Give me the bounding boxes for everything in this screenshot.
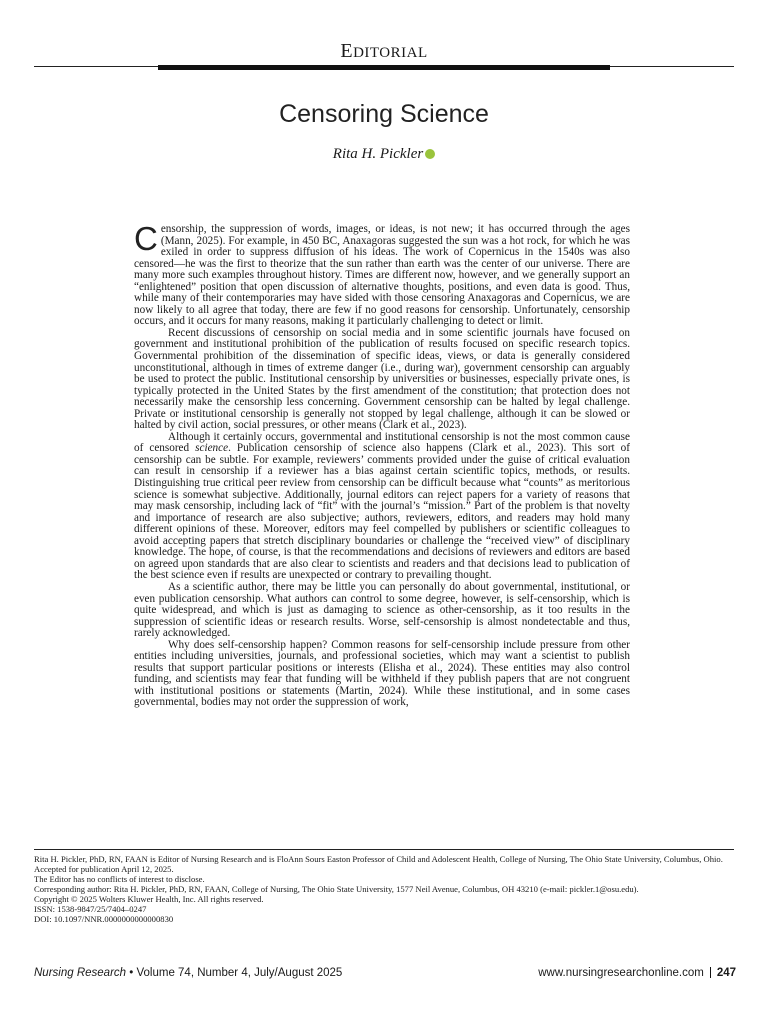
section-label-rest: DITORIAL: [353, 45, 428, 61]
paragraph-2: Recent discussions of censorship on social media and in some scientific journals have focused on government and institutional prohibition of the publication of results focused on specific research topics. Governmental prohibition of the dissemination of specific ideas, views, or data is generally considered unconstitutional, although in times of extreme danger (i.e., during war), government censorship can arguably be used to protect the public. Institutional censorship by universities or businesses, especially private ones, is typically protected in the United States by the first amendment of the constitution; that protection does not necessarily make the censorship less concerning. Government censorship can be halted by legal challenge. Private or institutional censorship is generally not stopped by legal challenge, although it can be slowed or halted by civil action, social pressures, or other means (Clark et al., 2023).: [134, 326, 630, 432]
footer-bullet: •: [129, 967, 134, 979]
footnote-rule: [34, 849, 734, 850]
article-author: [0, 146, 768, 163]
orcid-icon[interactable]: [425, 149, 435, 159]
footnote-corresponding: Corresponding author: Rita H. Pickler, PhD, RN, FAAN, College of Nursing, The Ohio State University, 1577 Neil Avenue, Columbus, OH 43210 (e-mail: pickler.1@osu.edu).: [34, 884, 639, 894]
footnote-author-bio: Rita H. Pickler, PhD, RN, FAAN is Editor of Nursing Research and is FloAnn Sours Easton Professor of Child and Adolescent Health, College of Nursing, The Ohio State University, Columbus, Ohio.: [34, 854, 723, 864]
footnote-copyright: Copyright © 2025 Wolters Kluwer Health, Inc. All rights reserved.: [34, 894, 264, 904]
footnote-issn: ISSN: 1538-9847/25/7404–0247: [34, 904, 147, 914]
paragraph-3-emphasis: science: [195, 442, 229, 455]
paragraph-4: As a scientific author, there may be little you can personally do about governmental, institutional, or even publication censorship. What authors can control to some degree, however, is self-censorship, which is quite widespread, and which is just as damaging to science as other-censorship, as it too results in the suppression of scientific ideas or research results. Worse, self-censorship is almost nondetectable and thus, rarely acknowledged.: [134, 580, 630, 640]
section-label: [0, 40, 768, 63]
footer-issue: Volume 74, Number 4, July/August 2025: [136, 967, 343, 979]
footer-right: [538, 967, 736, 979]
footer-url[interactable]: www.nursingresearchonline.com: [538, 967, 704, 979]
footnotes: [34, 854, 736, 924]
footnote-doi: DOI: 10.1097/NNR.0000000000000830: [34, 914, 174, 924]
footer-journal-name: Nursing Research: [34, 967, 127, 979]
header-rule-thick: [158, 65, 610, 70]
paragraph-3-text-b: . Publication censorship of science also happens (Clark et al., 2023). This sort of censorship can be subtle. For example, reviewers’ comments provided under the guise of critical evaluation can result in censorship if a reviewer has a bias against certain scientific topics, methods, or results. Distinguishing true critical peer review from censorship can be difficult because what “counts” as meritorious science is somewhat subjective. Additionally, journal editors can reject papers for a variety of reasons that may mask censorship, including lack of “fit” with the journal’s “mission.” Part of the problem is that novelty and importance of research are also subjective; authors, reviewers, editors, and readers may hold many different opinions of these. Moreover, editors may feel compelled by publishers or scientific colleagues to avoid accepting papers that stretch disciplinary boundaries or challenge the “received view” of disciplinary knowledge. The hope, of course, is that the recommendations and decisions of reviewers and editors are based on agreed upon standards that are also clear to scientists and readers and that decisions lead to publication of the best science even if results are unexpected or contrary to prevailing thought.: [134, 442, 630, 582]
article-body: [134, 220, 630, 709]
article-title: Censoring Science: [279, 100, 489, 128]
page-number: 247: [716, 967, 736, 979]
footer-separator: [710, 967, 711, 978]
paragraph-1: [134, 220, 630, 328]
section-label-initial: E: [340, 40, 354, 62]
drop-cap: C: [134, 220, 158, 257]
paragraph-1-text: ensorship, the suppression of words, images, or ideas, is not new; it has occurred through the ages (Mann, 2025). For example, in 450 BC, Anaxagoras suggested the sun was a hot rock, for which he was exiled in order to suppress diffusion of his ideas. The work of Copernicus in the 1540s was also censored—he was the first to theorize that the sun rather than earth was the center of our universe. There are many more such examples throughout history. Times are different now, however, and we generally support an “enlightened” position that open discussion of alternative thoughts, positions, and even data is good. Thus, while many of their contemporaries may have sided with those censoring Anaxagoras and Copernicus, we are now likely to all agree that today, there are few if no good reasons for censorship. Unfortunately, censorship occurs, and it occurs for many reasons, making it particularly challenging to detect or limit.: [134, 223, 630, 328]
paragraph-5: Why does self-censorship happen? Common reasons for self-censorship include pressure from other entities including universities, journals, and professional societies, which may want a scientist to publish results that support particular positions or interests (Elisha et al., 2024). These entities may also control funding, and scientists may fear that funding will be withheld if they publish papers that are not congruent with institutional positions or statements (Martin, 2024). While these institutional, and in some cases governmental, bodies may not order the suppression of work,: [134, 638, 630, 709]
footnote-accepted: Accepted for publication April 12, 2025.: [34, 864, 174, 874]
paragraph-3-text-a: Although it certainly occurs, governmental and institutional censorship is not the most common cause of censored: [134, 430, 630, 455]
footnote-conflicts: The Editor has no conflicts of interest to disclose.: [34, 874, 205, 884]
footer-citation: [34, 967, 342, 979]
author-name: Rita H. Pickler: [332, 146, 424, 162]
paragraph-3: [134, 432, 630, 582]
